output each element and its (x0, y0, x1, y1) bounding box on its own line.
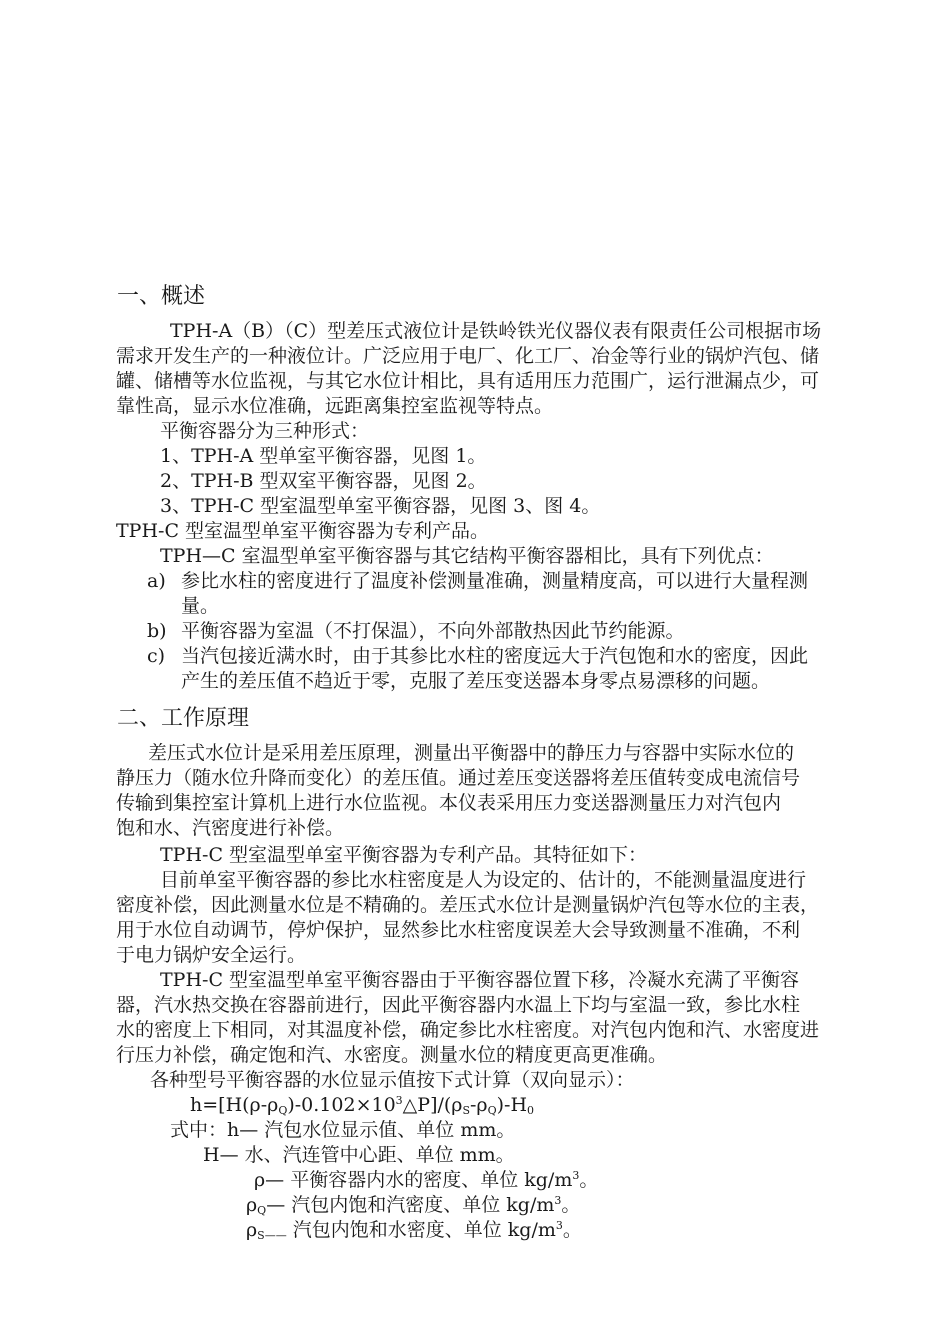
intro-line-4: 靠性高，显示水位准确，远距离集控室监视等特点。 (116, 395, 554, 417)
advantage-a-text: 参比水柱的密度进行了温度补偿测量准确，测量精度高，可以进行大量程测 (181, 570, 809, 592)
feature-para2-line-4: 行压力补偿，确定饱和汽、水密度。测量水位的精度更高更准确。 (116, 1044, 668, 1066)
type-item-a: 1、TPH-A 型单室平衡容器，见图 1。 (160, 445, 487, 467)
principle-line-2: 静压力（随水位升降而变化）的差压值。通过差压变送器将差压值转变成电流信号 (116, 767, 801, 789)
definition-rho-q: $\rho_Q—$ 汽包内饱和汽密度、单位 $kg/m^3$。 (246, 1194, 581, 1217)
intro-line-3: 罐、储槽等水位监视，与其它水位计相比，具有适用压力范围广，运行泄漏点少，可 (116, 370, 820, 392)
list-marker: a) (147, 570, 166, 592)
type-item-c: 3、TPH-C 型室温型单室平衡容器，见图 3、图 4。 (160, 495, 601, 517)
principle-line-1: 差压式水位计是采用差压原理，测量出平衡器中的静压力与容器中实际水位的 (148, 742, 795, 764)
advantage-c-cont: 产生的差压值不趋近于零，克服了差压变送器本身零点易漂移的问题。 (181, 670, 771, 692)
advantage-c (147, 644, 808, 668)
advantage-c-text: 当汽包接近满水时，由于其参比水柱的密度远大于汽包饱和水的密度，因此 (181, 645, 809, 667)
feature-para1-line-2: 密度补偿，因此测量水位是不精确的。差压式水位计是测量锅炉汽包等水位的主表， (116, 894, 820, 916)
advantage-a (147, 569, 808, 593)
principle-line-3: 传输到集控室计算机上进行水位监视。本仪表采用压力变送器测量压力对汽包内 (116, 792, 782, 814)
advantage-b (147, 619, 685, 643)
feature-para2-line-1: TPH-C 型室温型单室平衡容器由于平衡容器位置下移，冷凝水充满了平衡容 (160, 969, 800, 991)
water-level-formula: $h=[H(\rho-\rho_Q)-0.102\times 10^3\triangle P]/(\rho_S-\rho_Q)-H_0$ (190, 1094, 535, 1117)
intro-line-1: TPH-A（B）（C）型差压式液位计是铁岭铁光仪器仪表有限责任公司根据市场 (170, 320, 822, 342)
feature-para2-line-2: 器，汽水热交换在容器前进行，因此平衡容器内水温上下均与室温一致，参比水柱 (116, 994, 801, 1016)
list-marker: c) (147, 645, 166, 667)
intro-line-2: 需求开发生产的一种液位计。广泛应用于电厂、化工厂、冶金等行业的锅炉汽包、储 (116, 345, 820, 367)
type-item-b: 2、TPH-B 型双室平衡容器，见图 2。 (160, 470, 487, 492)
feature-para1-line-3: 用于水位自动调节，停炉保护，显然参比水柱密度误差大会导致测量不准确，不利 (116, 919, 801, 941)
formula-intro: 各种型号平衡容器的水位显示值按下式计算（双向显示）： (150, 1069, 635, 1091)
definition-h: 式中：h— 汽包水位显示值、单位 mm。 (170, 1119, 516, 1141)
list-marker: b) (147, 620, 167, 642)
section-heading-overview: 一、概述 (117, 284, 206, 309)
definition-rho-s: $\rho_{S——}$ 汽包内饱和水密度、单位 $kg/m^3$。 (246, 1219, 582, 1242)
patent-note: TPH-C 型室温型单室平衡容器为专利产品。 (116, 520, 490, 542)
feature-para1-line-4: 于电力锅炉安全运行。 (116, 944, 307, 966)
feature-para2-line-3: 水的密度上下相同，对其温度补偿，确定参比水柱密度。对汽包内饱和汽、水密度进 (116, 1019, 820, 1041)
features-intro: TPH-C 型室温型单室平衡容器为专利产品。其特征如下： (160, 844, 648, 866)
definition-rho: ρ— 平衡容器内水的密度、单位 $kg/m^3$。 (254, 1169, 599, 1191)
feature-para1-line-1: 目前单室平衡容器的参比水柱密度是人为设定的、估计的，不能测量温度进行 (160, 869, 807, 891)
section-heading-principle: 二、工作原理 (117, 706, 250, 731)
types-title: 平衡容器分为三种形式： (160, 420, 370, 442)
advantages-intro: TPH—C 室温型单室平衡容器与其它结构平衡容器相比，具有下列优点： (160, 545, 774, 567)
principle-line-4: 饱和水、汽密度进行补偿。 (116, 817, 345, 839)
advantage-b-text: 平衡容器为室温（不打保温），不向外部散热因此节约能源。 (181, 620, 685, 642)
advantage-a-cont: 量。 (181, 595, 220, 617)
definition-H: H— 水、汽连管中心距、单位 mm。 (203, 1144, 515, 1166)
